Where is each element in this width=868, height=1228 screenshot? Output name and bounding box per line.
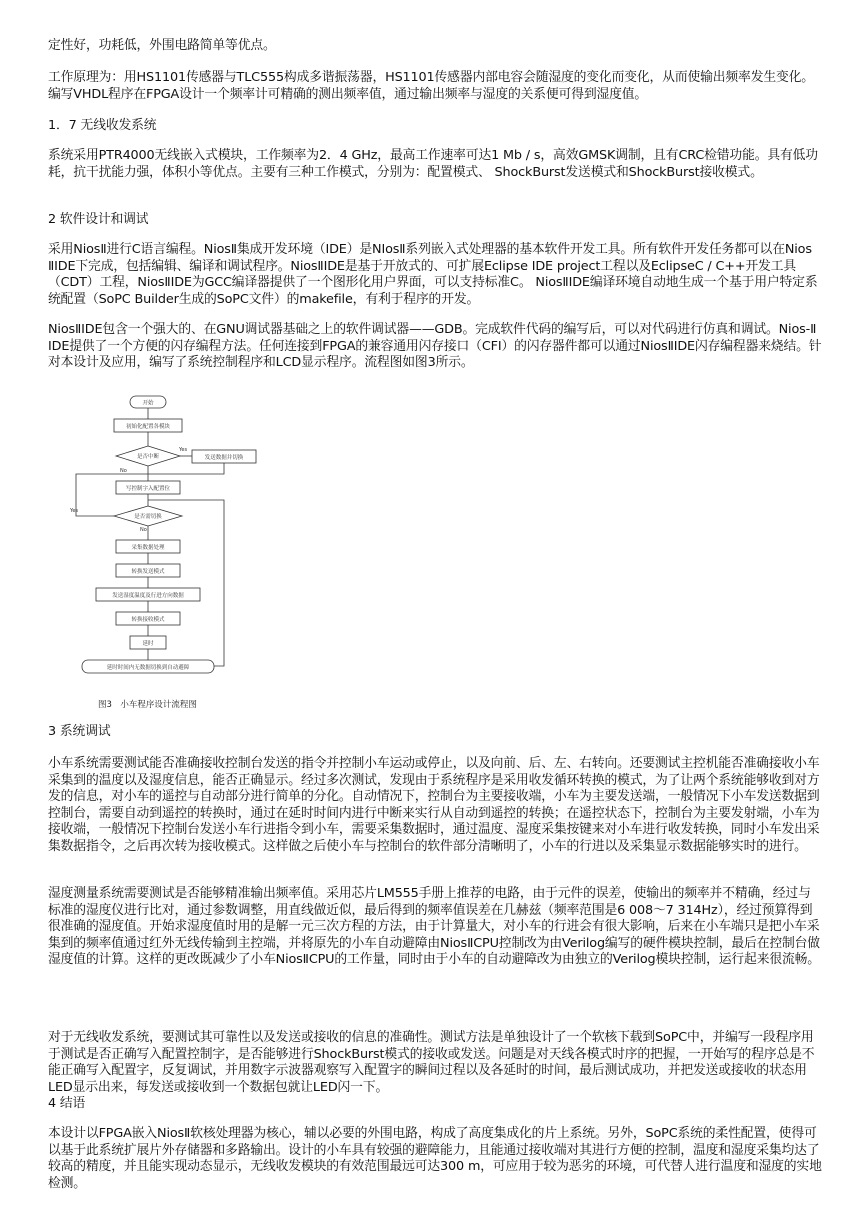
paragraph: NiosⅡIDE包含一个强大的、在GNU调试器基础之上的软件调试器——GDB。完成软件代码的编写后，可以对代码进行仿真和调试。Nios-Ⅱ IDE提供了一个方便的闪存编程方法。任何连接到FPGA的兼容通用闪存接口（CFI）的闪存器件都可以通过NiosⅡIDE闪存编程器来烧结。针对本设计及应用，编写了系统控制程序和LCD显示程序。流程图如图3所示。: [48, 322, 822, 370]
flowchart-node-label: 初始化配置各模块: [125, 424, 171, 430]
flowchart-branch-label: No: [140, 527, 147, 533]
figure-caption: 图3 小车程序设计流程图: [98, 700, 197, 710]
flowchart-figure: [62, 390, 292, 715]
section-heading: 2 软件设计和调试: [48, 212, 149, 227]
flowchart-decision-label: 是否中断: [136, 454, 160, 460]
flowchart-node-label: 转换接收模式: [131, 617, 165, 623]
paragraph: 定性好，功耗低，外围电路简单等优点。: [48, 38, 276, 53]
paragraph: 湿度测量系统需要测试是否能够精准输出频率值。采用芯片LM555手册上推荐的电路，由于元件的误差，使输出的频率并不精确，经过与标准的湿度仪进行比对，通过参数调整，用直线做近似，最后得到的频率值误差在几赫兹（频率范围是6 008～7 314Hz），经过预算得到很准确的湿度值。开始求湿度值时用的是解一元三次方程的方法，由于计算量大，对小车的行进会有很大影响，后来在小车端只是把小车采集到的频率值通过红外无线传输到主控端，并将原先的小车自动避障由NiosⅡCPU控制改为由Verilog编写的硬件模块控制，最后在控制台做湿度值的计算。这样的更改既减少了小车NiosⅡCPU的工作量，同时由于小车的自动避障改为由独立的Verilog模块控制，运行起来很流畅。: [48, 886, 820, 967]
paragraph: 系统采用PTR4000无线嵌入式模块，工作频率为2．4 GHz，最高工作速率可达1 Mb / s，高效GMSK调制，且有CRC检错功能。具有低功耗，抗干扰能力强，体积小等优点。主要有三种工作模式，分别为：配置模式、 ShockBurst发送模式和ShockBurst接收模式。: [48, 148, 818, 180]
flowchart-start-label: 开始: [142, 400, 154, 407]
flowchart-node-label: 延时: [142, 641, 154, 647]
paragraph: 对于无线收发系统，要测试其可靠性以及发送或接收的信息的准确性。测试方法是单独设计了一个软核下载到SoPC中，并编写一段程序用于测试是否正确写入配置控制字，是否能够进行ShockBurst模式的接收或发送。问题是对天线各模式时序的把握，一开始写的程序总是不能正确写入配置字，反复调试，并用数字示波器观察写入配置字的瞬间过程以及各延时的时间，最后测试成功，并把发送或接收的状态用LED显示出来，每发送或接收到一个数据包就让LED闪一下。: [48, 1030, 815, 1095]
paragraph: 本设计以FPGA嵌入NiosⅡ软核处理器为核心，辅以必要的外围电路，构成了高度集成化的片上系统。另外，SoPC系统的柔性配置，使得可以基于此系统扩展片外存储器和多路输出。设计的小车具有较强的避障能力，且能通过接收端对其进行方便的控制，温度和湿度采集均达了较高的精度，并且能实现动态显示，无线收发模块的有效范围最远可达300 m，可应用于较为恶劣的环境，可代替人进行温度和湿度的实地检测。: [48, 1126, 822, 1191]
paragraph: 采用NiosⅡ进行C语言编程。NiosⅡ集成开发环境（IDE）是NIosⅡ系列嵌入式处理器的基本软件开发工具。所有软件开发任务都可以在Nios ⅡIDE下完成，包括编辑、编译和调试程序。NiosⅡIDE是基于开放式的、可扩展Eclipse IDE project工程以及EclipseC / C++开发工具（CDT）工程，NiosⅡIDE为GCC编译器提供了一个图形化用户界面，可以支持标准C。 NiosⅡIDE编译环境自动地生成一个基于用户特定系统配置（SoPC Builder生成的SoPC文件）的makefile，有利于程序的开发。: [48, 242, 818, 307]
flowchart-node-label: 采集数据处理: [131, 545, 165, 551]
flowchart-node-label: 发送数据并切换: [204, 455, 244, 461]
flowchart-branch-label: Yes: [70, 508, 79, 514]
section-heading: 4 结语: [48, 1096, 86, 1111]
paragraph: 小车系统需要测试能否准确接收控制台发送的指令并控制小车运动或停止，以及向前、后、左、右转向。还要测试主控机能否准确接收小车采集到的温度以及湿度信息，能否正确显示。经过多次测试，发现由于系统程序是采用收发循环转换的模式，为了让两个系统能够收到对方发的信息，对小车的遥控与自动部分进行简单的分化。自动情况下，控制台为主要接收端，小车为主要发送端，一般情况下小车发送数据到控制台，需要自动到遥控的转换时，通过在延时时间内进行中断来实行从自动到遥控的转换；在遥控状态下，控制台为主要发射端，小车为接收端，一般情况下控制台发送小车行进指令到小车，需要采集数据时，通过温度、湿度采集按键来对小车进行收发转换，同时小车发出采集数据指令，之后再次转为接收模式。这样做之后使小车与控制台的软件部分清晰明了，小车的行进以及采集显示数据能够实时的进行。: [48, 756, 820, 854]
paragraph: 工作原理为：用HS1101传感器与TLC555构成多谐振荡器，HS1101传感器内部电容会随湿度的变化而变化，从而使输出频率发生变化。编写VHDL程序在FPGA设计一个频率计可精确的测出频率值，通过输出频率与湿度的关系便可得到湿度值。: [48, 70, 814, 102]
flowchart-node-label: 延时时间内无数据切换到自动避障: [106, 665, 190, 671]
flowchart-branch-label: No: [120, 468, 127, 474]
flowchart-node-label: 转换发送模式: [131, 569, 165, 575]
section-heading: 3 系统调试: [48, 724, 111, 739]
flowchart-decision-label: 是否需切换: [134, 514, 162, 520]
flowchart-branch-label: Yes: [179, 447, 188, 453]
flowchart-node-label: 写控制字入配置位: [125, 486, 171, 492]
section-heading: 1．7 无线收发系统: [48, 118, 157, 133]
flowchart-node-label: 发送湿度温度及行进方向数据: [112, 593, 184, 599]
